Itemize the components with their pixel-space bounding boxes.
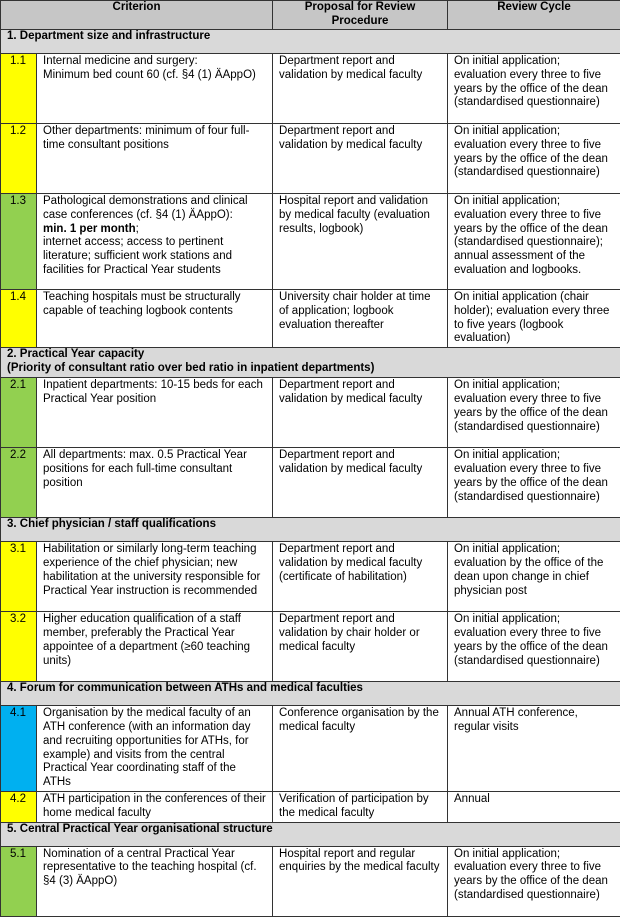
section-title: 4. Forum for communication between ATHs and medical faculties (1, 682, 620, 706)
table-row (1, 124, 620, 194)
header-criterion: Criterion (1, 1, 273, 30)
criterion-cell: Other departments: minimum of four full-time consultant positions (37, 124, 273, 194)
proposal-cell: Department report and validation by medical faculty (certificate of habilitation) (273, 542, 448, 612)
proposal-cell: Conference organisation by the medical faculty (273, 706, 448, 792)
table-row (1, 54, 620, 124)
proposal-cell: Hospital report and validation by medical faculty (evaluation results, logbook) (273, 194, 448, 290)
section-title: 5. Central Practical Year organisational structure (1, 822, 620, 846)
proposal-cell: Department report and validation by medical faculty (273, 448, 448, 518)
criterion-cell (37, 194, 273, 290)
proposal-cell: Department report and validation by chair holder or medical faculty (273, 612, 448, 682)
review-cycle-cell: Annual (448, 791, 620, 822)
proposal-cell: Department report and validation by medical faculty (273, 378, 448, 448)
review-cycle-cell: On initial application; evaluation every three to five years by the office of the dean (standardised questionnaire) (448, 612, 620, 682)
criterion-cell: Habilitation or similarly long-term teaching experience of the chief physician; new habilitation at the university responsible for Practical Year instruction is recommended (37, 542, 273, 612)
section-title: 1. Department size and infrastructure (1, 30, 620, 54)
table-row (1, 378, 620, 448)
review-cycle-cell: On initial application; evaluation by the office of the dean upon change in chief physician post (448, 542, 620, 612)
row-number: 1.4 (1, 290, 37, 348)
table-row (1, 846, 620, 916)
review-cycle-cell: On initial application; evaluation every three to five years by the office of the dean (standardised questionnaire); annual assessment of the evaluation and logbooks. (448, 194, 620, 290)
table-row (1, 612, 620, 682)
review-cycle-cell: On initial application; evaluation every three to five years by the office of the dean (standardised questionnaire) (448, 846, 620, 916)
criterion-cell: Higher education qualification of a staff member, preferably the Practical Year appointee of a department (≥60 teaching units) (37, 612, 273, 682)
criterion-cell: Teaching hospitals must be structurally capable of teaching logbook contents (37, 290, 273, 348)
section-title-text: 2. Practical Year capacity (7, 348, 144, 360)
review-cycle-cell: On initial application; evaluation every three to five years by the office of the dean (standardised questionnaire) (448, 378, 620, 448)
criterion-cell: Organisation by the medical faculty of an ATH conference (with an information day and recruiting opportunities for ATHs, for example) and visits from the central Practical Year coordinating staff of the ATHs (37, 706, 273, 792)
proposal-cell: Verification of participation by the medical faculty (273, 791, 448, 822)
proposal-cell: Hospital report and regular enquiries by the medical faculty (273, 846, 448, 916)
row-number: 1.2 (1, 124, 37, 194)
table-row (1, 542, 620, 612)
proposal-cell: Department report and validation by medical faculty (273, 124, 448, 194)
criterion-cell: Internal medicine and surgery: Minimum bed count 60 (cf. §4 (1) ÄAppO) (37, 54, 273, 124)
criterion-text: Pathological demonstrations and clinical case conferences (cf. §4 (1) ÄAppO): (43, 195, 248, 221)
table-row (1, 706, 620, 792)
criterion-cell: Inpatient departments: 10-15 beds for each Practical Year position (37, 378, 273, 448)
row-number: 3.2 (1, 612, 37, 682)
table-row (1, 194, 620, 290)
row-number: 4.1 (1, 706, 37, 792)
section-header (1, 518, 620, 542)
review-cycle-cell: Annual ATH conference, regular visits (448, 706, 620, 792)
review-cycle-cell: On initial application (chair holder); evaluation every three to five years (logbook evaluation) (448, 290, 620, 348)
section-header (1, 822, 620, 846)
row-number: 1.3 (1, 194, 37, 290)
row-number: 4.2 (1, 791, 37, 822)
header-review-cycle: Review Cycle (448, 1, 620, 30)
review-cycle-cell: On initial application; evaluation every three to five years by the office of the dean (standardised questionnaire) (448, 448, 620, 518)
table-row (1, 791, 620, 822)
criterion-emphasis: min. 1 per month (43, 223, 136, 235)
section-title (1, 348, 620, 378)
review-cycle-cell: On initial application; evaluation every three to five years by the office of the dean (standardised questionnaire) (448, 124, 620, 194)
table-row (1, 448, 620, 518)
section-title: 3. Chief physician / staff qualifications (1, 518, 620, 542)
section-subtitle: (Priority of consultant ratio over bed ratio in inpatient departments) (7, 362, 374, 374)
table-header-row (1, 1, 620, 30)
row-number: 2.1 (1, 378, 37, 448)
section-header (1, 348, 620, 378)
proposal-cell: University chair holder at time of application; logbook evaluation thereafter (273, 290, 448, 348)
review-cycle-cell: On initial application; evaluation every three to five years by the office of the dean (standardised questionnaire) (448, 54, 620, 124)
criterion-cell: All departments: max. 0.5 Practical Year positions for each full-time consultant position (37, 448, 273, 518)
table-row (1, 290, 620, 348)
row-number: 3.1 (1, 542, 37, 612)
row-number: 5.1 (1, 846, 37, 916)
section-header (1, 30, 620, 54)
row-number: 2.2 (1, 448, 37, 518)
criterion-cell: ATH participation in the conferences of their home medical faculty (37, 791, 273, 822)
proposal-cell: Department report and validation by medical faculty (273, 54, 448, 124)
row-number: 1.1 (1, 54, 37, 124)
criterion-text: ; internet access; access to pertinent literature; sufficient work stations and facilities for Practical Year students (43, 223, 232, 276)
section-header (1, 682, 620, 706)
header-proposal: Proposal for Review Procedure (273, 1, 448, 30)
criterion-cell: Nomination of a central Practical Year representative to the teaching hospital (cf. §4 (3) ÄAppO) (37, 846, 273, 916)
